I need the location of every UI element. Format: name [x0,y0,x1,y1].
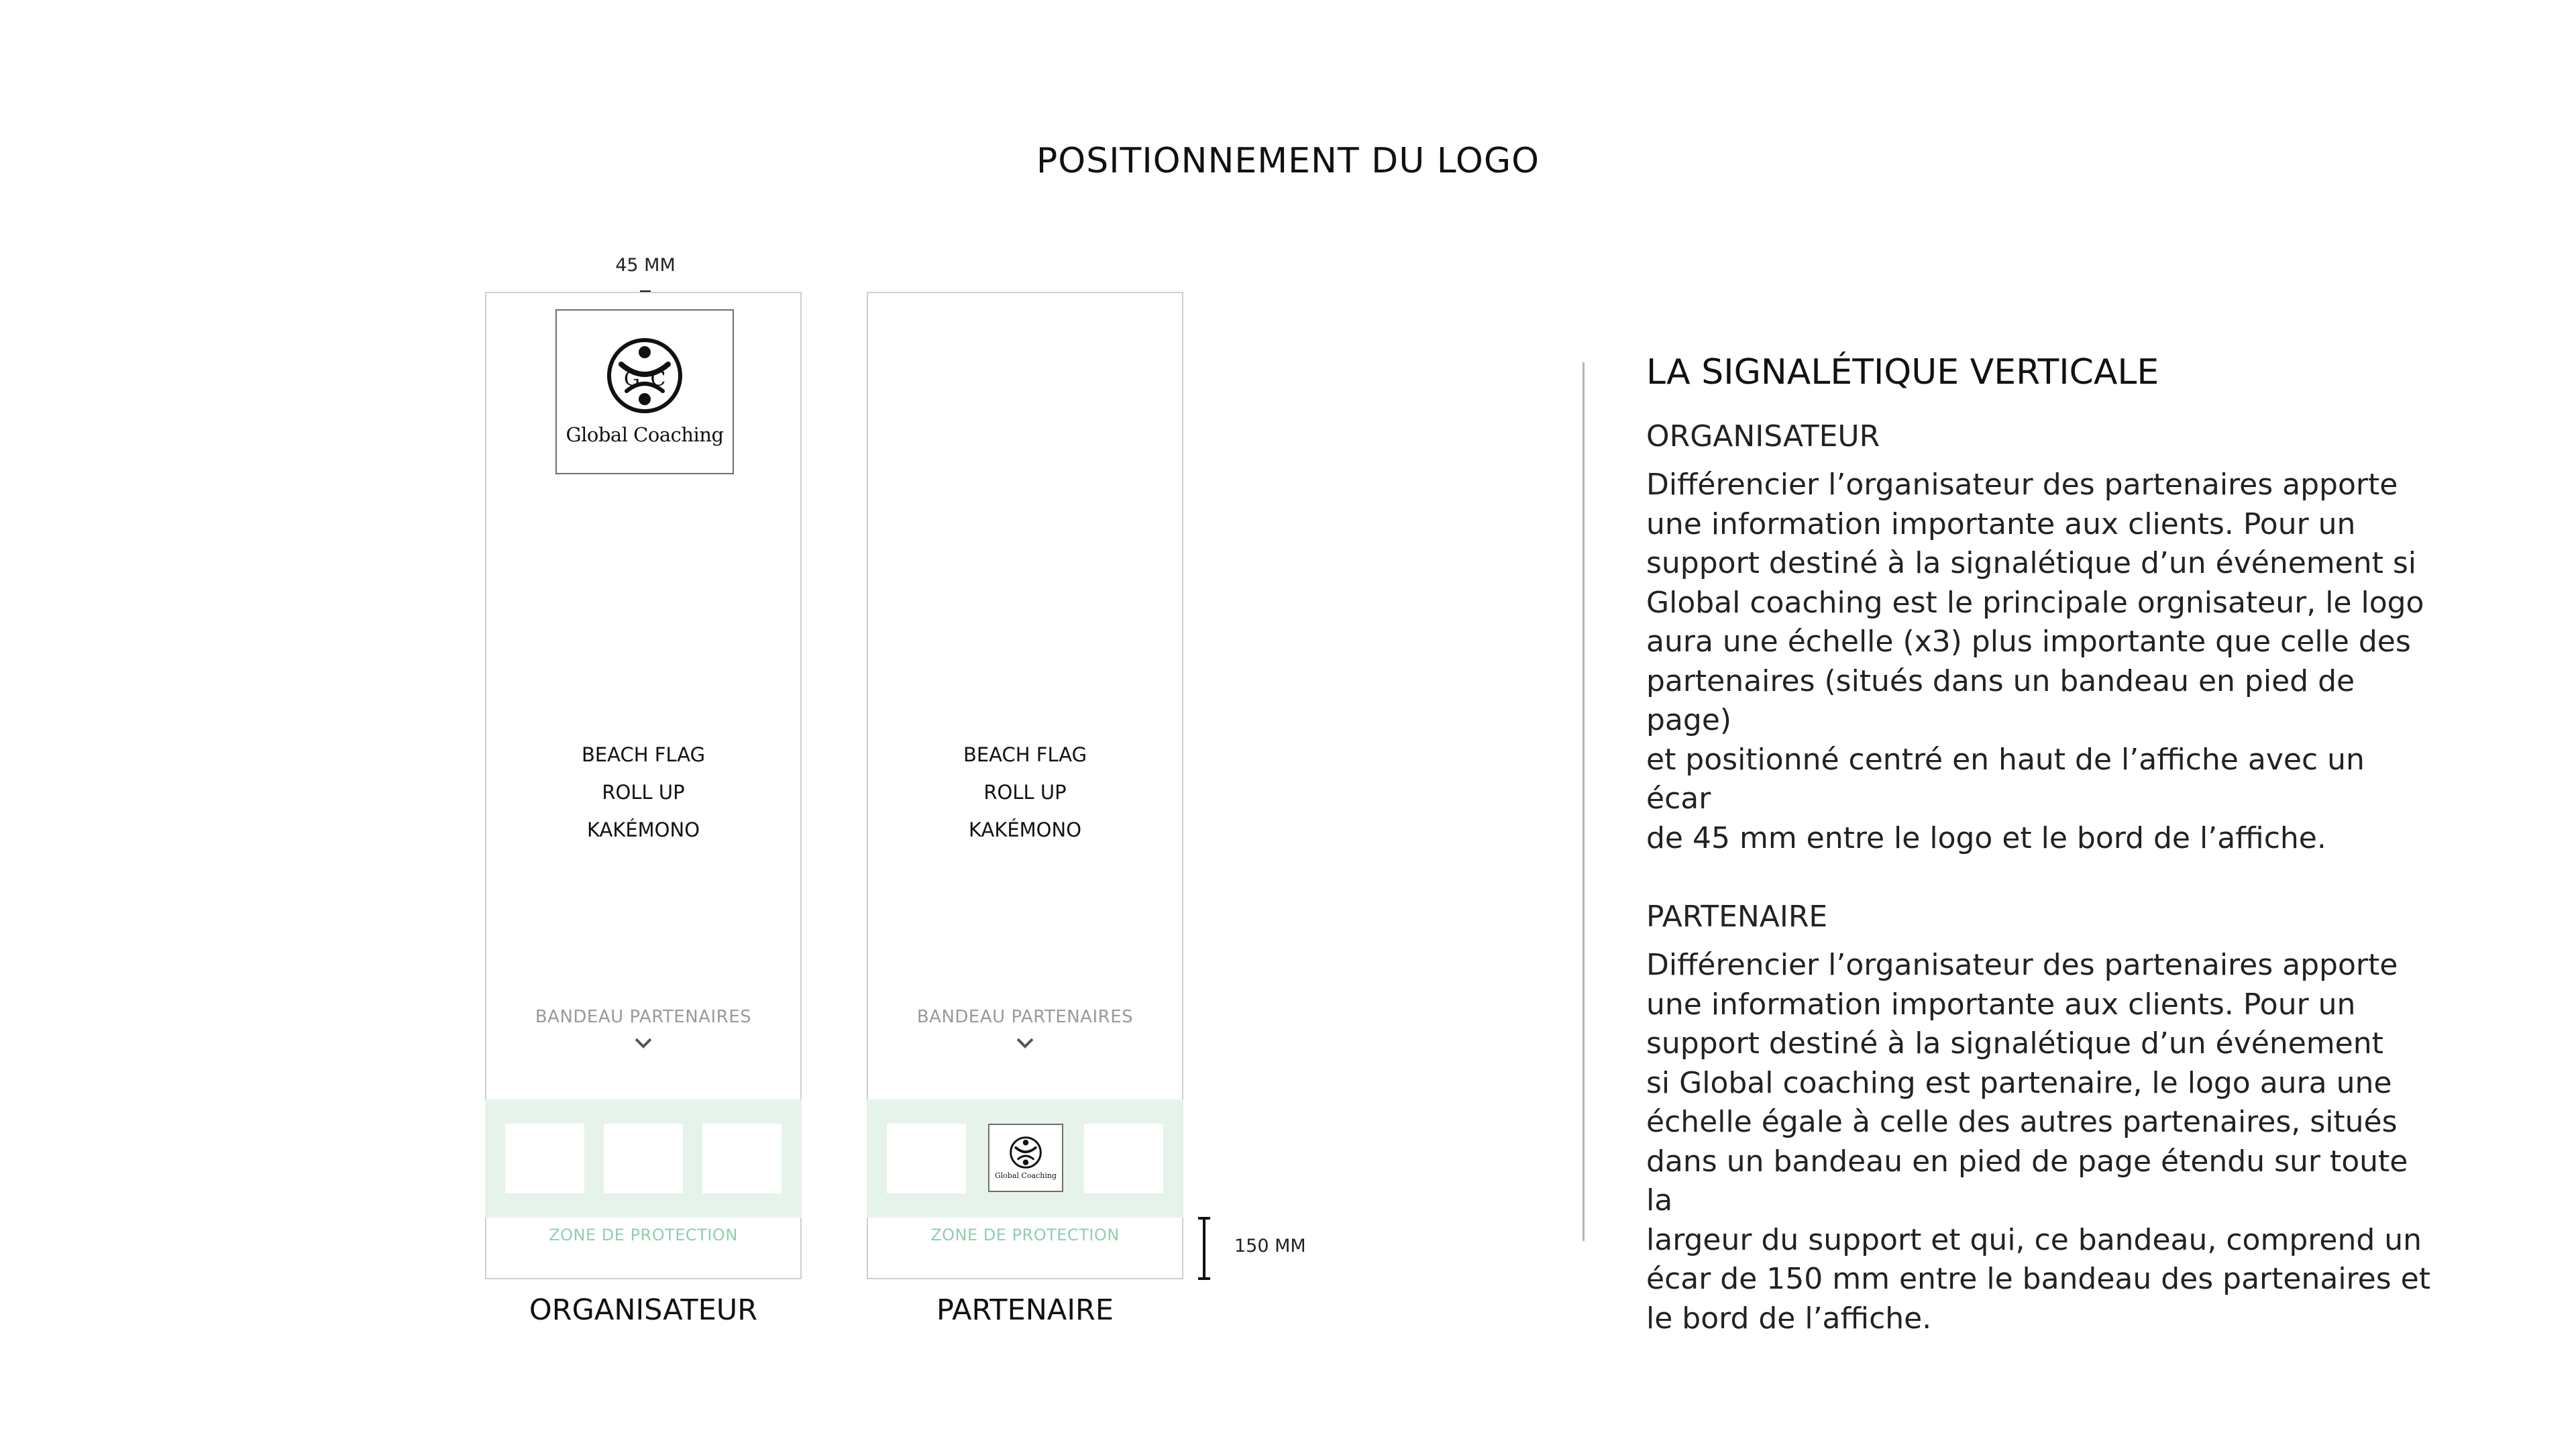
paragraph-line: Différencier l’organisateur des partenaires apporte [1646,468,2398,502]
top-margin-label: 45 MM [615,255,676,276]
bandeau-label: BANDEAU PARTENAIRES [535,1007,752,1027]
partner-logo-slot [505,1124,584,1193]
subheading-partenaire: PARTENAIRE [1646,900,1828,934]
paragraph-line: aura une échelle (x3) plus importante que celle des [1646,625,2411,659]
organizer-logo-box [555,309,734,474]
description-column [1646,352,2438,1338]
paragraph-line: largeur du support et qui, ce bandeau, comprend un [1646,1222,2422,1257]
paragraph-line: Global coaching est le principale orgnisateur, le logo [1646,585,2424,620]
format-item: ROLL UP [983,781,1067,804]
partner-logo-slot [702,1124,782,1193]
paragraph-line: le bord de l’affiche. [1646,1301,1932,1336]
global-coaching-monogram-icon [606,337,683,414]
partner-logo-slot [887,1124,966,1193]
paragraph-line: écar de 150 mm entre le bandeau des partenaires et [1646,1262,2430,1296]
panel-caption-organisateur: ORGANISATEUR [529,1293,758,1327]
format-item: ROLL UP [602,781,685,804]
paragraph-line: partenaires (situés dans un bandeau en pied de page) [1646,663,2355,737]
formats-list [868,736,1182,849]
paragraph-line: de 45 mm entre le logo et le bord de l’affiche. [1646,820,2326,855]
formats-list [486,736,800,849]
paragraph-line: Différencier l’organisateur des partenaires apporte [1646,948,2398,982]
paragraph-line: si Global coaching est partenaire, le logo aura une [1646,1065,2392,1100]
section-heading: LA SIGNALÉTIQUE VERTICALE [1646,352,2159,392]
bottom-margin-marker-icon [1196,1216,1212,1281]
monogram-letter-g: G [624,368,640,391]
format-item: KAKÉMONO [968,818,1082,841]
partner-slot-global-coaching-logo [988,1124,1063,1192]
format-item: BEACH FLAG [581,743,706,766]
protection-zone-label: ZONE DE PROTECTION [930,1226,1120,1244]
panel-partenaire [867,292,1183,1279]
partner-logo-slot [1084,1124,1163,1193]
bandeau-label: BANDEAU PARTENAIRES [916,1007,1134,1027]
format-item: KAKÉMONO [586,818,700,841]
panel-organisateur [485,292,802,1279]
chevron-down-icon [486,1036,800,1053]
page-title: POSITIONNEMENT DU LOGO [1036,141,1540,181]
panel-caption-partenaire: PARTENAIRE [936,1293,1114,1327]
logo-wordmark-small: Global Coaching [994,1171,1057,1180]
paragraph-line: dans un bandeau en pied de page étendu sur toute la [1646,1144,2408,1218]
paragraph-line: une information importante aux clients. Pour un [1646,506,2356,541]
monogram-letter-c: C [650,368,666,391]
paragraph-organisateur [1646,466,2438,858]
paragraph-line: échelle égale à celle des autres partenaires, situés [1646,1105,2398,1139]
subheading-organisateur: ORGANISATEUR [1646,419,1880,453]
logo-wordmark: Global Coaching [566,423,724,446]
paragraph-partenaire [1646,946,2438,1338]
paragraph-line: et positionné centré en haut de l’affiche avec un écar [1646,742,2365,816]
column-divider [1582,362,1585,1241]
paragraph-line: support destiné à la signalétique d’un événement si [1646,546,2416,580]
global-coaching-monogram-icon [1010,1136,1042,1169]
bottom-margin-label: 150 MM [1234,1236,1306,1256]
paragraph-line: support destiné à la signalétique d’un événement [1646,1026,2383,1061]
partner-logo-slot [604,1124,683,1193]
chevron-down-icon [868,1036,1182,1053]
partner-band [867,1099,1183,1218]
protection-zone-label: ZONE DE PROTECTION [549,1226,738,1244]
partner-band [485,1099,802,1218]
format-item: BEACH FLAG [963,743,1087,766]
paragraph-line: une information importante aux clients. Pour un [1646,987,2356,1022]
